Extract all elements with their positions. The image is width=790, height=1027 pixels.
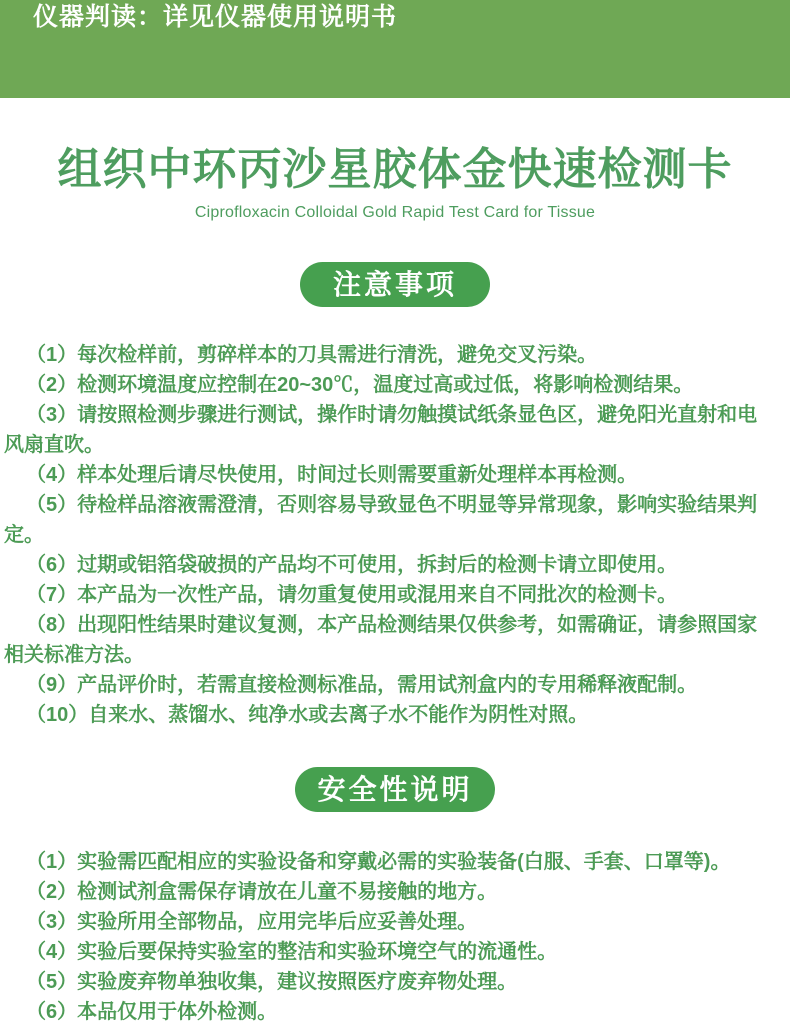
safety-item-5: （5）实验废弃物单独收集，建议按照医疗废弃物处理。 (26, 971, 518, 994)
precaution-item-8: （8）出现阳性结果时建议复测，本产品检测结果仅供参考，如需确证，请参照国家相关标准方法。 (4, 614, 758, 667)
precaution-item-9: （9）产品评价时，若需直接检测标准品，需用试剂盒内的专用稀释液配制。 (26, 674, 698, 697)
precaution-item-2: （2）检测环境温度应控制在20~30℃，温度过高或过低，将影响检测结果。 (26, 374, 694, 397)
safety-item-1: （1）实验需匹配相应的实验设备和穿戴必需的实验装备(白服、手套、口罩等)。 (26, 851, 731, 874)
top-banner (0, 0, 790, 98)
section-badge-safety: 安全性说明 (295, 767, 494, 812)
page-subtitle-en: Ciprofloxacin Colloidal Gold Rapid Test Card for Tissue (194, 204, 596, 222)
precaution-item-7: （7）本产品为一次性产品，请勿重复使用或混用来自不同批次的检测卡。 (26, 584, 678, 607)
precaution-item-1: （1）每次检样前，剪碎样本的刀具需进行清洗，避免交叉污染。 (26, 344, 598, 367)
precaution-item-6: （6）过期或铝箔袋破损的产品均不可使用，拆封后的检测卡请立即使用。 (26, 554, 678, 577)
safety-item-6-partial: （6）本品仅用于体外检测。 (26, 1001, 278, 1024)
safety-item-2: （2）检测试剂盒需保存请放在儿童不易接触的地方。 (26, 881, 498, 904)
safety-list (0, 847, 790, 1027)
banner-note: 仪器判读：详见仪器使用说明书 (33, 3, 398, 31)
safety-item-4: （4）实验后要保持实验室的整洁和实验环境空气的流通性。 (26, 941, 558, 964)
precautions-list (0, 340, 790, 730)
safety-item-3: （3）实验所用全部物品，应用完毕后应妥善处理。 (26, 911, 478, 934)
precaution-item-4: （4）样本处理后请尽快使用，时间过长则需要重新处理样本再检测。 (26, 464, 638, 487)
section-badge-precautions: 注意事项 (300, 262, 490, 307)
precaution-item-3: （3）请按照检测步骤进行测试，操作时请勿触摸试纸条显色区，避免阳光直射和电风扇直吹。 (4, 404, 758, 457)
precaution-item-10: （10）自来水、蒸馏水、纯净水或去离子水不能作为阴性对照。 (26, 704, 589, 727)
page-title: 组织中环丙沙星胶体金快速检测卡 (57, 145, 733, 194)
precaution-item-5: （5）待检样品溶液需澄清，否则容易导致显色不明显等异常现象，影响实验结果判定。 (4, 494, 758, 547)
